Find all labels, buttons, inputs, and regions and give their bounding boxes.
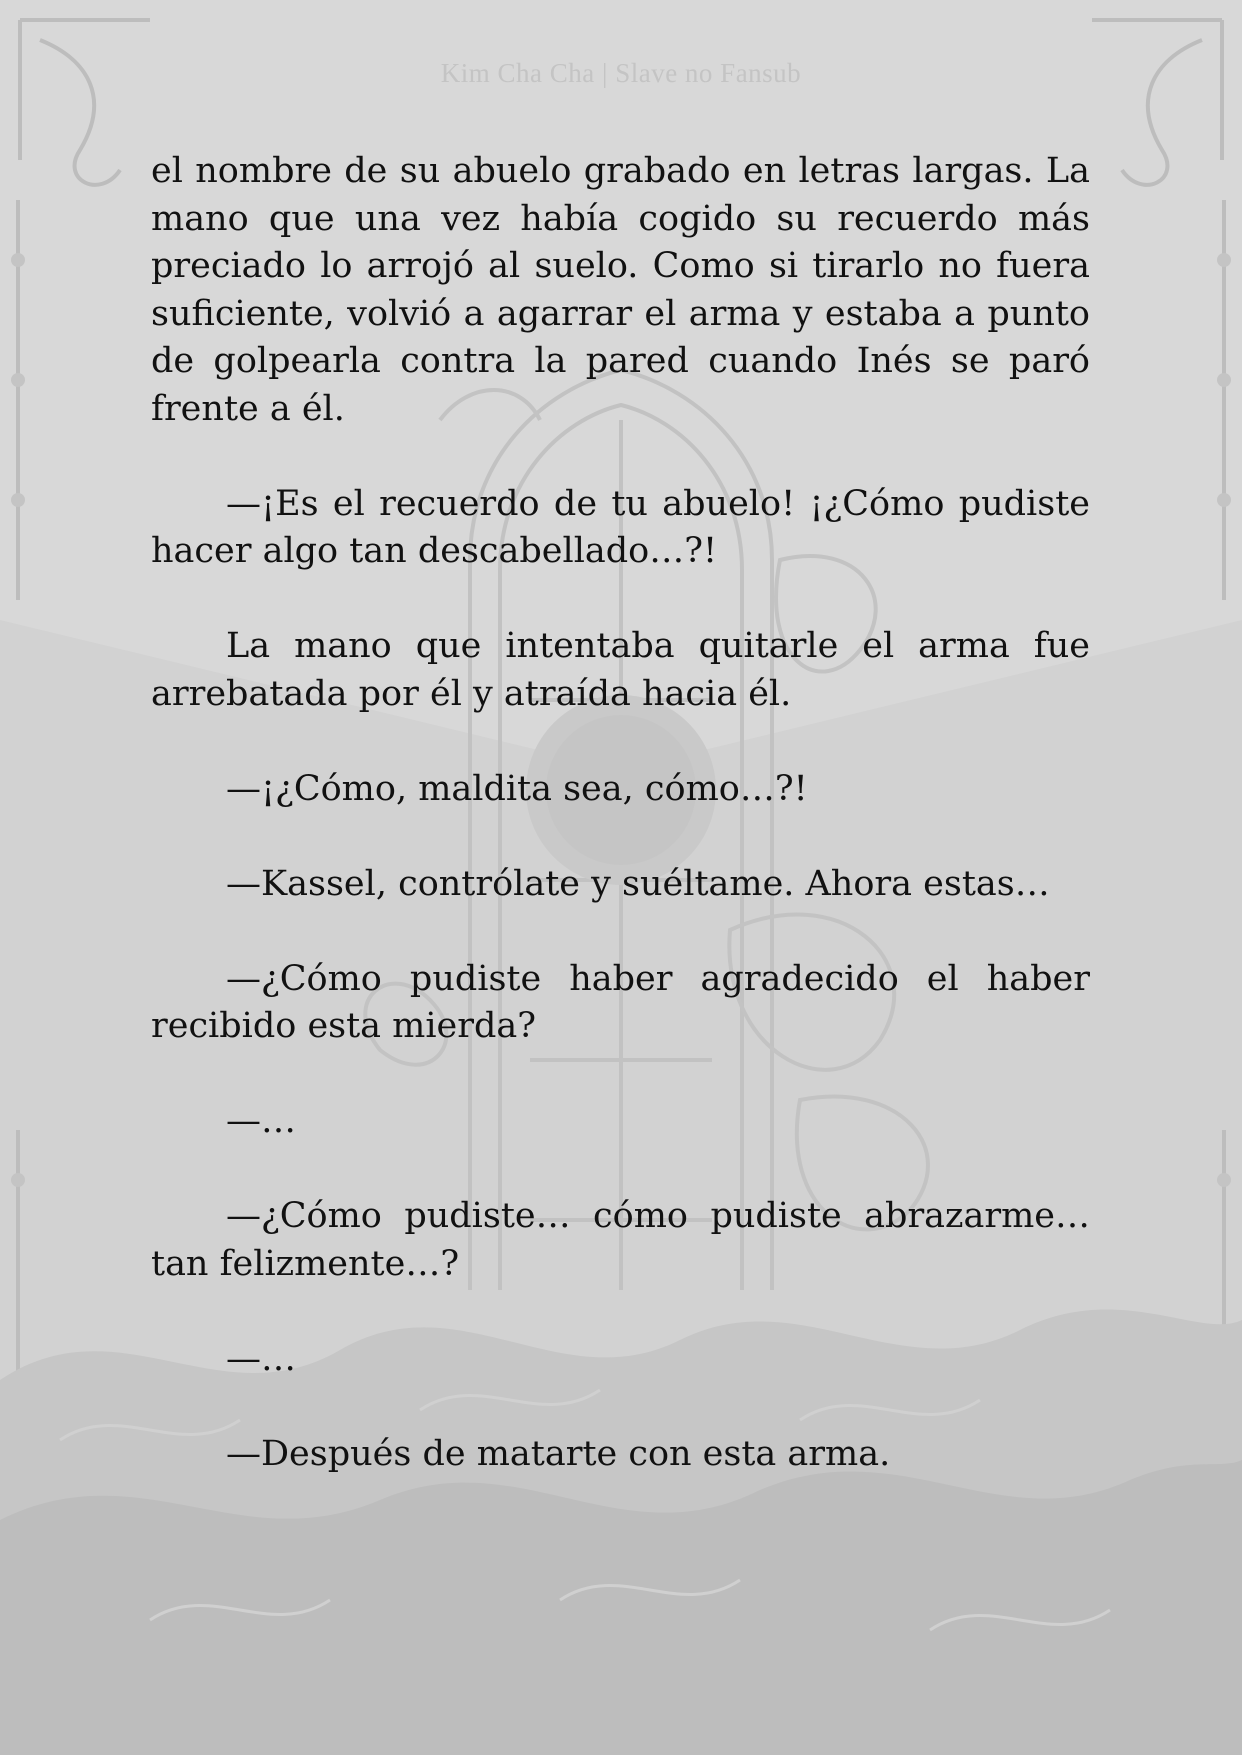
paragraph: —Después de matarte con esta arma. [226, 1433, 891, 1474]
paragraph: —Kassel, contrólate y suéltame. Ahora estas… [226, 863, 1050, 904]
header-watermark: Kim Cha Cha | Slave no Fansub [440, 58, 802, 88]
body-text [151, 148, 1090, 1526]
paragraph: —… [226, 1101, 296, 1141]
paragraph: —¿Cómo pudiste… cómo pudiste abrazarme… tan felizmente…? [151, 1196, 1090, 1284]
paragraph: —¡Es el recuerdo de tu abuelo! ¡¿Cómo pudiste hacer algo tan descabellado…?! [151, 483, 1090, 571]
paragraph: —… [226, 1338, 296, 1379]
paragraph: —¿Cómo pudiste haber agradecido el haber recibido esta mierda? [151, 958, 1090, 1046]
paragraph: el nombre de su abuelo grabado en letras largas. La mano que una vez había cogido su recuerdo más preciado lo arrojó al suelo. Como si tirarlo no fuera suficiente, volvió a agarrar el arma y estaba a punto de golpearla contra la pared cuando Inés se paró frente a él. [151, 151, 1090, 429]
paragraph: —¡¿Cómo, maldita sea, cómo…?! [226, 768, 808, 809]
paragraph: La mano que intentaba quitarle el arma fue arrebatada por él y atraída hacia él. [151, 626, 1090, 714]
